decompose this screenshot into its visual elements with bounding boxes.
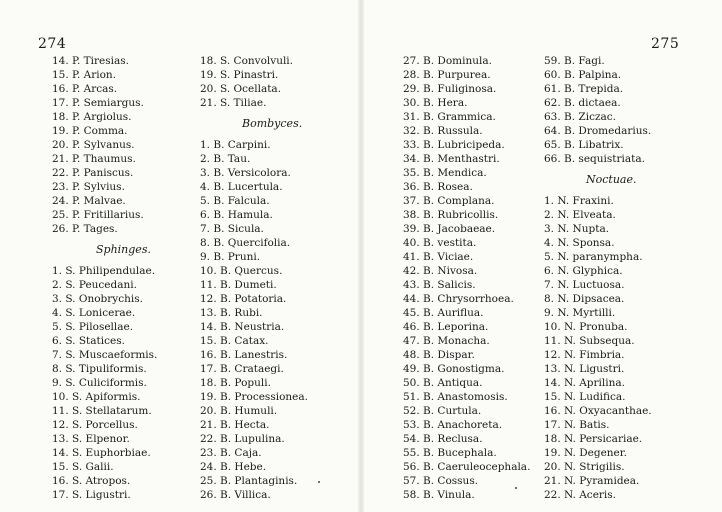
species-entry: 66. B. sequistriata. bbox=[544, 153, 645, 165]
species-entry: 20. N. Strigilis. bbox=[544, 461, 625, 473]
section-heading: Sphinges. bbox=[96, 243, 151, 256]
species-entry: 13. S. Elpenor. bbox=[52, 433, 130, 445]
species-entry: 8. B. Quercifolia. bbox=[200, 237, 291, 249]
species-entry: 41. B. Viciae. bbox=[403, 251, 474, 263]
species-entry: 46. B. Leporina. bbox=[403, 321, 489, 333]
species-entry: 3. N. Nupta. bbox=[544, 223, 610, 235]
species-entry: 65. B. Libatrix. bbox=[544, 139, 624, 151]
species-entry: 45. B. Auriflua. bbox=[403, 307, 484, 319]
species-entry: 12. S. Porcellus. bbox=[52, 419, 138, 431]
ink-speck bbox=[515, 487, 517, 489]
species-entry: 2. N. Elveata. bbox=[544, 209, 616, 221]
species-entry: 14. N. Aprilina. bbox=[544, 377, 625, 389]
species-entry: 1. N. Fraxini. bbox=[544, 195, 614, 207]
species-entry: 15. P. Arion. bbox=[52, 69, 117, 81]
species-entry: 5. N. paranympha. bbox=[544, 251, 643, 263]
species-entry: 38. B. Rubricollis. bbox=[403, 209, 499, 221]
species-entry: 28. B. Purpurea. bbox=[403, 69, 491, 81]
species-entry: 5. B. Falcula. bbox=[200, 195, 270, 207]
species-entry: 61. B. Trepida. bbox=[544, 83, 624, 95]
species-entry: 40. B. vestita. bbox=[403, 237, 477, 249]
species-entry: 3. B. Versicolora. bbox=[200, 167, 291, 179]
species-entry: 17. B. Crataegi. bbox=[200, 363, 284, 375]
species-entry: 64. B. Dromedarius. bbox=[544, 125, 652, 137]
species-entry: 20. S. Ocellata. bbox=[200, 83, 282, 95]
species-entry: 39. B. Jacobaeae. bbox=[403, 223, 496, 235]
species-entry: 52. B. Curtula. bbox=[403, 405, 482, 417]
species-entry: 7. S. Muscaeformis. bbox=[52, 349, 158, 361]
species-column-2 bbox=[200, 54, 308, 502]
species-entry: 37. B. Complana. bbox=[403, 195, 495, 207]
left-page-number: 274 bbox=[38, 36, 67, 52]
species-entry: 22. B. Lupulina. bbox=[200, 433, 285, 445]
species-entry: 19. N. Degener. bbox=[544, 447, 627, 459]
species-entry: 14. P. Tiresias. bbox=[52, 55, 129, 67]
species-entry: 17. S. Ligustri. bbox=[52, 489, 131, 501]
species-entry: 2. B. Tau. bbox=[200, 153, 251, 165]
section-heading: Noctuae. bbox=[586, 173, 637, 186]
species-entry: 26. P. Tages. bbox=[52, 223, 118, 235]
species-entry: 18. P. Argiolus. bbox=[52, 111, 132, 123]
species-entry: 9. N. Myrtilli. bbox=[544, 307, 616, 319]
species-entry: 32. B. Russula. bbox=[403, 125, 483, 137]
species-entry: 12. N. Fimbria. bbox=[544, 349, 625, 361]
species-entry: 4. N. Sponsa. bbox=[544, 237, 615, 249]
species-entry: 21. B. Hecta. bbox=[200, 419, 270, 431]
species-entry: 23. B. Caja. bbox=[200, 447, 262, 459]
species-entry: 22. P. Paniscus. bbox=[52, 167, 134, 179]
species-entry: 15. B. Catax. bbox=[200, 335, 269, 347]
species-entry: 16. P. Arcas. bbox=[52, 83, 118, 95]
species-entry: 31. B. Grammica. bbox=[403, 111, 496, 123]
species-entry: 35. B. Mendica. bbox=[403, 167, 487, 179]
species-entry: 5. S. Pilosellae. bbox=[52, 321, 134, 333]
species-entry: 29. B. Fuliginosa. bbox=[403, 83, 497, 95]
species-entry: 13. B. Rubi. bbox=[200, 307, 263, 319]
species-entry: 15. S. Galii. bbox=[52, 461, 114, 473]
species-entry: 16. S. Atropos. bbox=[52, 475, 131, 487]
species-entry: 10. N. Pronuba. bbox=[544, 321, 628, 333]
species-entry: 7. N. Luctuosa. bbox=[544, 279, 625, 291]
species-entry: 15. N. Ludifica. bbox=[544, 391, 626, 403]
species-entry: 16. N. Oxyacanthae. bbox=[544, 405, 652, 417]
species-column-1 bbox=[52, 54, 157, 502]
book-gutter bbox=[358, 0, 364, 512]
species-entry: 30. B. Hera. bbox=[403, 97, 468, 109]
species-entry: 8. N. Dipsacea. bbox=[544, 293, 625, 305]
species-entry: 12. B. Potatoria. bbox=[200, 293, 287, 305]
species-entry: 50. B. Antiqua. bbox=[403, 377, 483, 389]
species-entry: 60. B. Palpina. bbox=[544, 69, 622, 81]
species-entry: 33. B. Lubricipeda. bbox=[403, 139, 505, 151]
species-entry: 21. P. Thaumus. bbox=[52, 153, 136, 165]
species-entry: 53. B. Anachoreta. bbox=[403, 419, 503, 431]
species-entry: 7. B. Sicula. bbox=[200, 223, 264, 235]
species-entry: 58. B. Vinula. bbox=[403, 489, 475, 501]
species-entry: 19. P. Comma. bbox=[52, 125, 128, 137]
species-entry: 14. B. Neustria. bbox=[200, 321, 285, 333]
species-entry: 55. B. Bucephala. bbox=[403, 447, 497, 459]
species-entry: 17. N. Batis. bbox=[544, 419, 610, 431]
species-entry: 59. B. Fagi. bbox=[544, 55, 605, 67]
species-entry: 4. B. Lucertula. bbox=[200, 181, 283, 193]
species-entry: 57. B. Cossus. bbox=[403, 475, 479, 487]
species-entry: 10. B. Quercus. bbox=[200, 265, 283, 277]
species-entry: 2. S. Peucedani. bbox=[52, 279, 137, 291]
species-entry: 24. P. Malvae. bbox=[52, 195, 126, 207]
species-entry: 9. S. Culiciformis. bbox=[52, 377, 147, 389]
species-entry: 6. B. Hamula. bbox=[200, 209, 273, 221]
species-entry: 6. S. Statices. bbox=[52, 335, 125, 347]
species-entry: 18. S. Convolvuli. bbox=[200, 55, 294, 67]
species-entry: 11. B. Dumeti. bbox=[200, 279, 277, 291]
species-entry: 54. B. Reclusa. bbox=[403, 433, 483, 445]
species-entry: 18. B. Populi. bbox=[200, 377, 271, 389]
species-entry: 42. B. Nivosa. bbox=[403, 265, 478, 277]
species-entry: 8. S. Tipuliformis. bbox=[52, 363, 147, 375]
species-entry: 17. P. Semiargus. bbox=[52, 97, 144, 109]
species-entry: 20. B. Humuli. bbox=[200, 405, 278, 417]
section-heading: Bombyces. bbox=[242, 117, 303, 130]
species-entry: 36. B. Rosea. bbox=[403, 181, 473, 193]
species-entry: 22. N. Aceris. bbox=[544, 489, 617, 501]
species-entry: 63. B. Ziczac. bbox=[544, 111, 616, 123]
species-entry: 25. B. Plantaginis. bbox=[200, 475, 298, 487]
species-entry: 1. B. Carpini. bbox=[200, 139, 271, 151]
species-entry: 18. N. Persicariae. bbox=[544, 433, 643, 445]
species-entry: 44. B. Chrysorrhoea. bbox=[403, 293, 514, 305]
species-entry: 62. B. dictaea. bbox=[544, 97, 621, 109]
species-entry: 48. B. Dispar. bbox=[403, 349, 475, 361]
species-entry: 14. S. Euphorbiae. bbox=[52, 447, 151, 459]
species-entry: 34. B. Menthastri. bbox=[403, 153, 500, 165]
species-entry: 47. B. Monacha. bbox=[403, 335, 490, 347]
species-entry: 16. B. Lanestris. bbox=[200, 349, 288, 361]
right-page-number: 275 bbox=[651, 36, 680, 52]
species-entry: 19. B. Processionea. bbox=[200, 391, 308, 403]
species-entry: 11. N. Subsequa. bbox=[544, 335, 635, 347]
species-column-4 bbox=[544, 54, 652, 502]
species-entry: 11. S. Stellatarum. bbox=[52, 405, 152, 417]
species-entry: 26. B. Villica. bbox=[200, 489, 271, 501]
species-entry: 23. P. Sylvius. bbox=[52, 181, 125, 193]
species-entry: 6. N. Glyphica. bbox=[544, 265, 623, 277]
species-entry: 1. S. Philipendulae. bbox=[52, 265, 156, 277]
species-entry: 51. B. Anastomosis. bbox=[403, 391, 508, 403]
species-entry: 9. B. Pruni. bbox=[200, 251, 261, 263]
species-entry: 56. B. Caeruleocephala. bbox=[403, 461, 531, 473]
ink-speck bbox=[318, 481, 320, 483]
species-entry: 13. N. Ligustri. bbox=[544, 363, 625, 375]
species-entry: 49. B. Gonostigma. bbox=[403, 363, 505, 375]
species-entry: 25. P. Fritillarius. bbox=[52, 209, 144, 221]
species-entry: 19. S. Pinastri. bbox=[200, 69, 279, 81]
species-entry: 10. S. Apiformis. bbox=[52, 391, 141, 403]
species-entry: 20. P. Sylvanus. bbox=[52, 139, 135, 151]
species-entry: 27. B. Dominula. bbox=[403, 55, 492, 67]
species-entry: 3. S. Onobrychis. bbox=[52, 293, 143, 305]
species-entry: 24. B. Hebe. bbox=[200, 461, 267, 473]
species-column-3 bbox=[403, 54, 530, 502]
species-entry: 21. S. Tiliae. bbox=[200, 97, 267, 109]
species-entry: 43. B. Salicis. bbox=[403, 279, 476, 291]
species-entry: 21. N. Pyramidea. bbox=[544, 475, 640, 487]
species-entry: 4. S. Lonicerae. bbox=[52, 307, 136, 319]
